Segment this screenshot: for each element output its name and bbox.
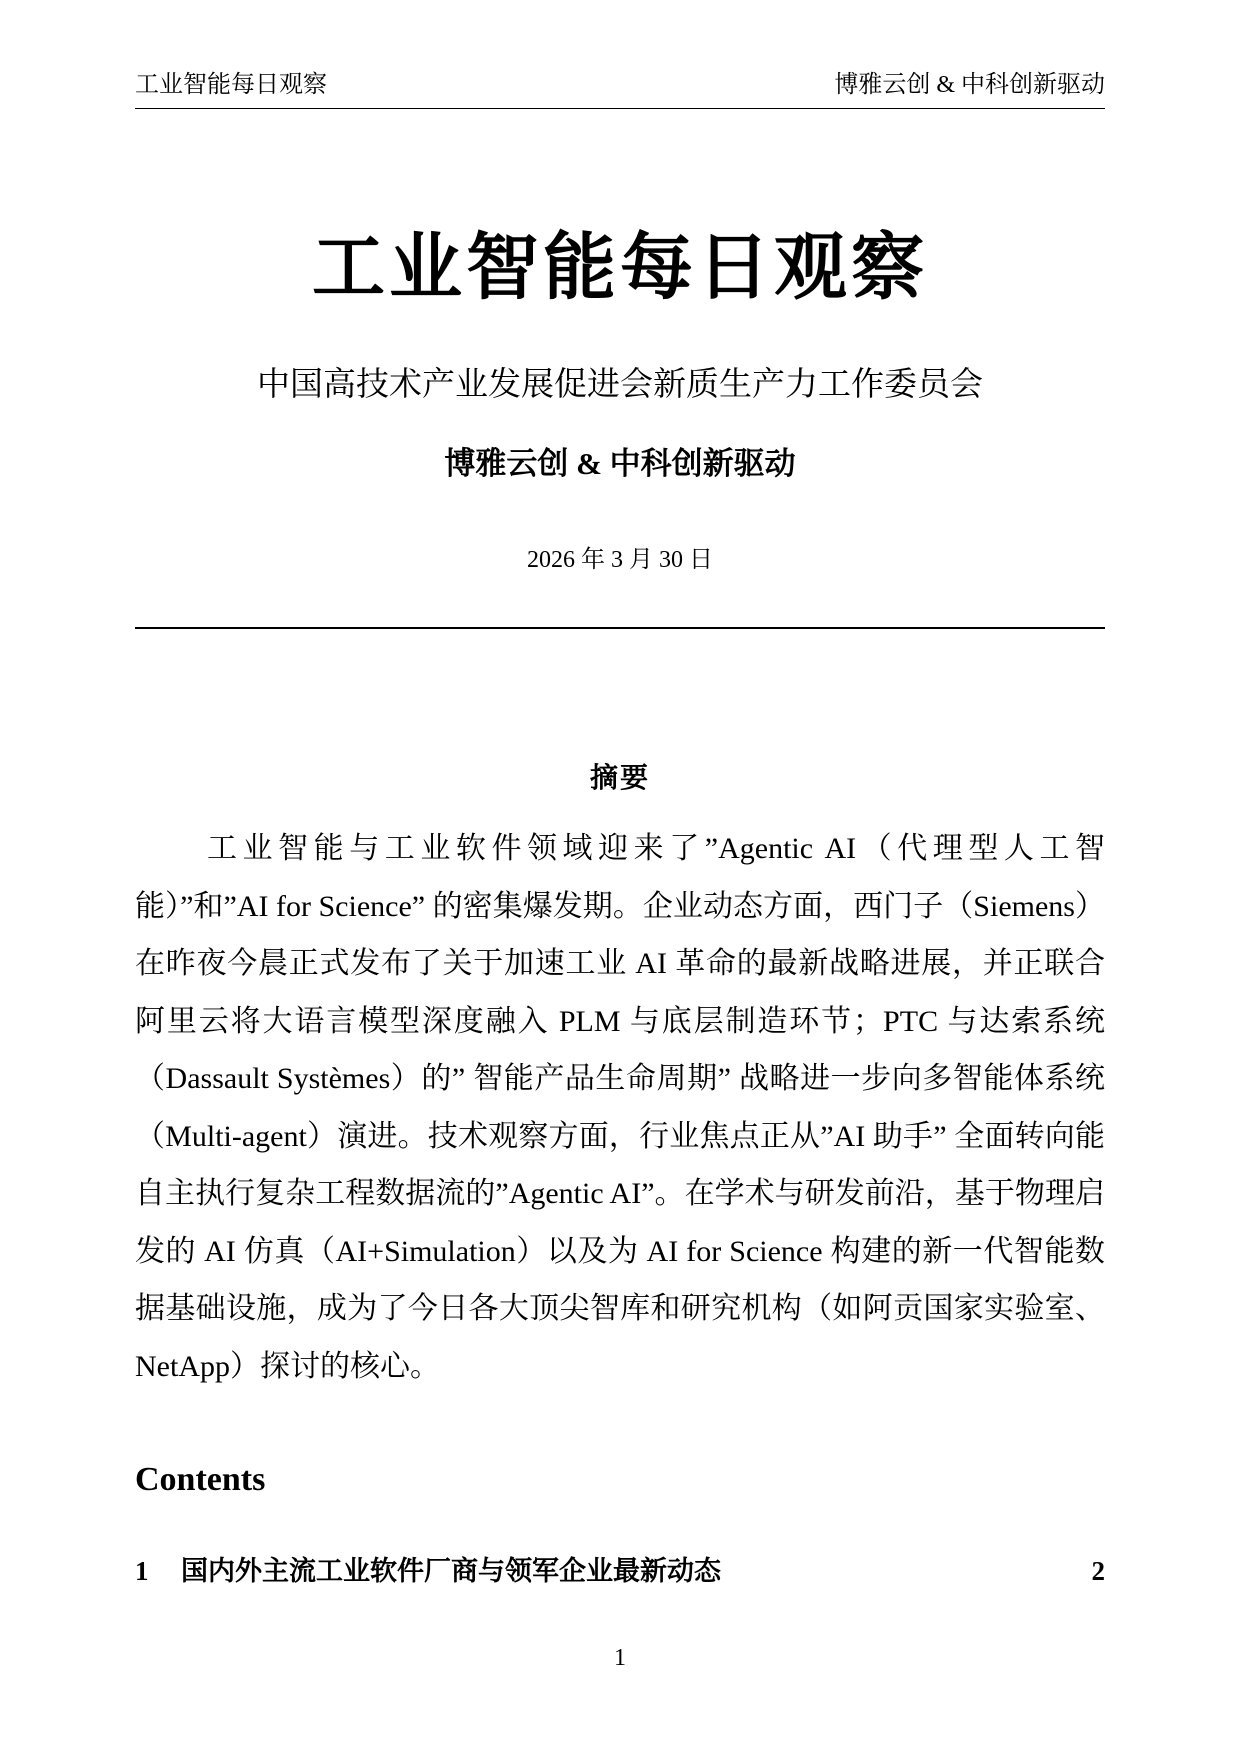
toc-entry-title: 国内外主流工业软件厂商与领军企业最新动态 bbox=[181, 1556, 721, 1586]
abstract-text: 工业智能与工业软件领域迎来了”Agentic AI（代理型人工智能）”和”AI for Science” 的密集爆发期。企业动态方面，西门子（Siemens）在昨夜今晨正式发布了关于加速工业 AI 革命的最新战略进展，并正联合阿里云将大语言模型深度融入 PLM 与底层制造环节；PTC 与达索系统（Dassault Systèmes）的” 智能产品生命周期” 战略进一步向多智能体系统（Multi-agent）演进。技术观察方面，行业焦点正从”AI 助手” 全面转向能自主执行复杂工程数据流的”Agentic AI”。在学术与研发前沿，基于物理启发的 AI 仿真（AI+Simulation）以及为 AI for Science 构建的新一代智能数据基础设施，成为了今日各大顶尖智库和研究机构（如阿贡国家实验室、NetApp）探讨的核心。 bbox=[135, 832, 1105, 1383]
toc-entry bbox=[135, 1549, 1105, 1588]
toc-entry-page: 2 bbox=[1091, 1556, 1105, 1586]
running-header bbox=[135, 64, 1105, 109]
toc-entry-number: 1 bbox=[135, 1556, 149, 1586]
running-header-right: 博雅云创 & 中科创新驱动 bbox=[834, 72, 1105, 98]
organization-line: 中国高技术产业发展促进会新质生产力工作委员会 bbox=[257, 367, 983, 403]
contents-heading: Contents bbox=[135, 1461, 266, 1498]
running-header-left: 工业智能每日观察 bbox=[135, 72, 327, 98]
authors-line: 博雅云创 & 中科创新驱动 bbox=[444, 446, 796, 481]
page-number: 1 bbox=[614, 1645, 626, 1671]
abstract-heading: 摘要 bbox=[589, 763, 650, 794]
date-line: 2026 年 3 月 30 日 bbox=[527, 547, 713, 573]
document-title: 工业智能每日观察 bbox=[312, 227, 928, 308]
title-rule bbox=[135, 627, 1105, 629]
